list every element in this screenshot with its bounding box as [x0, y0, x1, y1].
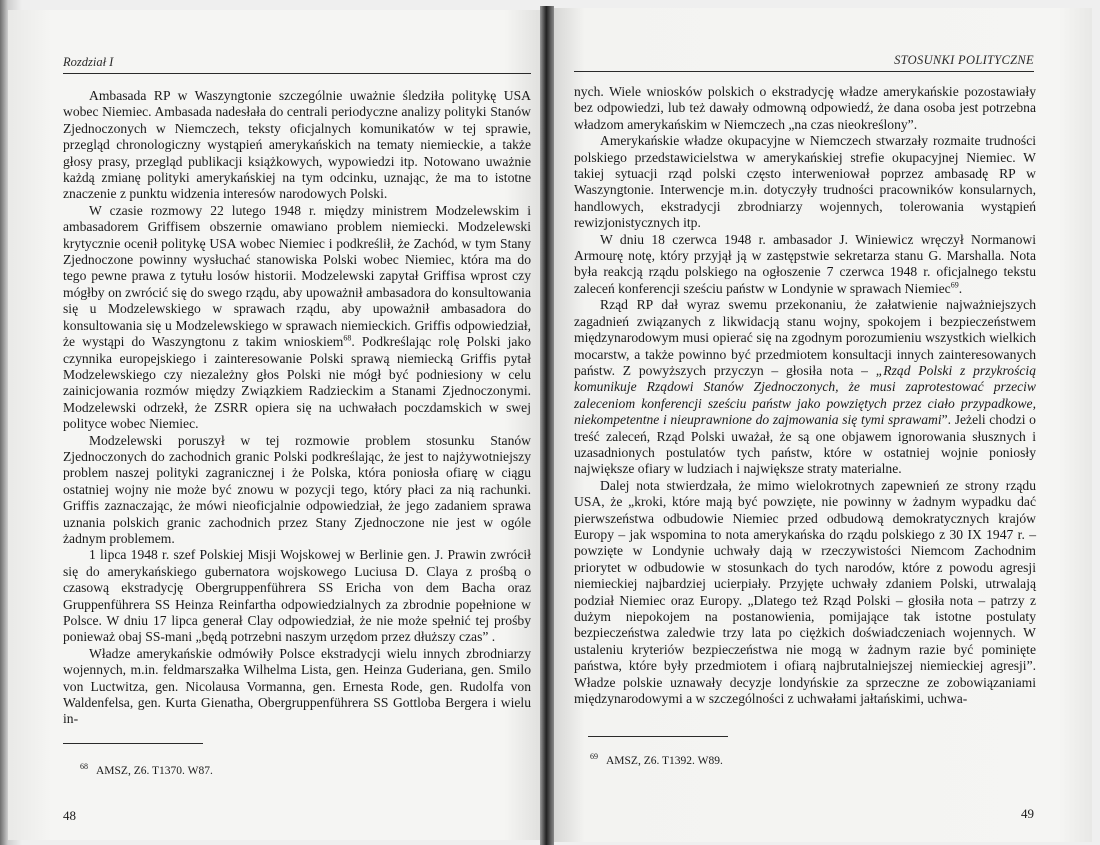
paragraph: [574, 232, 1036, 298]
paragraph-text: . Podkreślając rolę Polski jako czynnika europejskiego i zainteresowanie Polski sprawą niemiecką Griffis pytał Modzelewskiego czy niezależny głos Polski nie mógł być podniesiony w celu zainicjowania rozmów między Związkiem Radzieckim a Stanami Zjednoczonymi. Modzelewski odrzekł, że ZSRR opiera się na uchwałach poczdamskich w swej polityce wobec Niemiec.: [63, 334, 532, 432]
paragraph: [63, 203, 531, 433]
paragraph-text: W czasie rozmowy 22 lutego 1948 r. między ministrem Modzelewskim i ambasadorem Griffisem obszernie omawiano problem niemiecki. Modzelewski krytycznie ocenił politykę USA wobec Niemiec i podkreślił, że Zachód, w tym Stany Zjednoczone powinny wysłuchać stanowiska Polski wobec Niemiec, która ma do tego pewne prawa z tytułu losów historii. Modzelewski zapytał Griffisa wprost czy mógłby on zwrócić się do swego rządu, aby upoważnił ambasadora do konsultowania się u Modzelewskiego w sprawach rządu, aby upoważnił ambasadora do konsultowania się u Modzelewskiego w sprawach niemieckich. Griffis odpowiedział, że wystąpi do Waszyngtonu z takim wnioskiem: [63, 202, 531, 350]
running-head-left: Rozdział I: [63, 55, 114, 69]
footnote-number: 69: [590, 752, 598, 761]
paragraph: Amerykańskie władze okupacyjne w Niemczech stwarzały rozmaite trudności polskiego przedstawicielstwa w amerykańskiej strefie okupacyjnej Niemiec. W takiej sytuacji rząd polski często interweniował poprzez ambasadę RP w Waszyngtonie. Interwencje m.in. dotyczyły trudności pracowników konsularnych, handlowych, ekstradycji zbrodniarzy wojennych, tolerowania wystąpień rewizjonistycznych itp.: [574, 133, 1036, 231]
quoted-text: „Rząd Polski z przykrością komunikuje Rządowi Stanów Zjednoczonych, że musi zaprotestować przeciw zaleceniom konferencji sześciu państw jako powziętych przez ciało przypadkowe, niekompetentne i nieuprawnione do zajmowania się tymi sprawami: [574, 362, 1036, 428]
left-page: [8, 10, 548, 840]
page-number-right: 49: [1021, 806, 1034, 821]
paragraph: [574, 297, 1036, 477]
footnote-text: AMSZ, Z6. T1392. W89.: [606, 754, 723, 767]
paragraph-text: .: [958, 280, 963, 296]
footnote-number: 68: [80, 762, 88, 771]
paragraph: 1 lipca 1948 r. szef Polskiej Misji Wojskowej w Berlinie gen. J. Prawin zwrócił się do amerykańskiego gubernatora wojskowego Luciusa D. Claya z prośbą o czasową ekstradycję Obergruppenführera SS Ericha von dem Bacha oraz Gruppenführera SS Heinza Reinfartha odpowiedzialnych za zbrodnie popełnione w Polsce. W dniu 17 lipca generał Clay odpowiedział, że nie może spełnić tej prośby ponieważ obaj SS-mani „będą potrzebni naszym urzędom przez dłuższy czas” .: [63, 547, 531, 645]
footnote-rule-left: [63, 743, 203, 744]
running-head-right: STOSUNKI POLITYCZNE: [894, 53, 1034, 67]
right-page-body: [574, 84, 1036, 707]
page-number-left: 48: [63, 808, 76, 823]
header-rule-right: [574, 71, 1034, 72]
footnote-68: [80, 762, 213, 777]
footnote-ref: 69: [950, 280, 959, 290]
book-gutter: [540, 6, 554, 845]
footnote-ref: 68: [343, 333, 352, 343]
paragraph: nych. Wiele wniosków polskich o ekstradycję władze amerykańskie pozostawiały bez odpowiedzi, lub też dawały odmowną odpowiedź, że dana osoba jest potrzebna władzom amerykańskim w Niemczech „na czas nieokreślony”.: [574, 84, 1036, 132]
header-rule-left: [63, 73, 531, 74]
paragraph: Ambasada RP w Waszyngtonie szczególnie uważnie śledziła politykę USA wobec Niemiec. Ambasada nadesłała do centrali periodyczne analizy polityki Stanów Zjednoczonych w Niemczech, teksty oficjalnych komunikatów w tej sprawie, przegląd chronologiczny wystąpień amerykańskich na tematy niemieckie, a także głosy prasy, przegląd publikacji książkowych, wypowiedzi itp. Notowano uważnie każdą zmianę polityki amerykańskiej na tym odcinku, uznając, że ma to istotne znaczenie z punktu widzenia interesów narodowych Polski.: [63, 88, 531, 202]
left-page-body: [63, 88, 531, 728]
footnote-text: AMSZ, Z6. T1370. W87.: [96, 764, 213, 777]
paragraph: Dalej nota stwierdzała, że mimo wielokrotnych zapewnień ze strony rządu USA, że „kroki, które mają być powzięte, nie powinny w żadnym wypadku dać pierwszeństwa odbudowie Niemiec przed odbudową demokratycznych krajów Europy – jak wspomina to nota amerykańska do rządu polskiego z 30 IX 1947 r. – powzięte w Londynie uchwały dają w rzeczywistości Niemcom Zachodnim priorytet w odbudowie w stosunkach do tych narodów, które z powodu agresji niemieckiej najbardziej ucierpiały. Przyjęte uchwały zdaniem Polski, utrwalają podział Niemiec oraz Europy. „Dlatego też Rząd Polski – głosiła nota – patrzy z dużym niepokojem na postanowienia, pomijające tak istotne postulaty bezpieczeństwa zaledwie trzy lata po ciężkich doświadczeniach wojennych. W ustaleniu kryteriów bezpieczeństwa nie mogą w żadnym razie być pominięte państwa, które były przedmiotem i ofiarą najbrutalniejszej niemieckiej agresji”. Władze polskie uznawały decyzje londyńskie za sprzeczne ze zobowiązaniami międzynarodowymi a w szczególności z uchwałami jałtańskimi, uchwa-: [574, 477, 1036, 707]
paragraph-text: ”. Jeżeli chodzi o treść zaleceń, Rząd Polski uważał, że są one objawem ignorowania słusznych i uzasadnionych postulatów tych państw, które w ostatniej wojnie poniosły największe ofiary w ludziach i największe straty materialne.: [574, 412, 1036, 477]
footnote-rule-right: [588, 736, 728, 737]
paragraph: Władze amerykańskie odmówiły Polsce ekstradycji wielu innych zbrodniarzy wojennych, m.in. feldmarszałka Wilhelma Lista, gen. Heinza Guderiana, gen. Smilo von Luctwitza, gen. Nicolausa Vormanna, gen. Ernesta Rode, gen. Rudolfa von Waldenfelsa, gen. Kurta Gienatha, Obergruppenführera SS Gottloba Bergera i wielu in-: [63, 645, 531, 727]
paragraph-text: Rząd RP dał wyraz swemu przekonaniu, że załatwienie najważniejszych zagadnień związanych z likwidacją stanu wojny, spokojem i bezpieczeństwem międzynarodowym musi opierać się na zgodnym porozumieniu wszystkich wielkich mocarstw, a także powinno być przedmiotem konsultacji innych zainteresowanych państw. Z powyższych przyczyn – głosiła nota –: [574, 297, 1036, 378]
paragraph-text: W dniu 18 czerwca 1948 r. ambasador J. Winiewicz wręczył Normanowi Armourę notę, który przyjął ją w zastępstwie sekretarza stanu G. Marshalla. Nota była reakcją rządu polskiego na ogłoszenie 7 czerwca 1948 r. oficjalnego tekstu zaleceń konferencji sześciu państw w Londynie w sprawach Niemiec: [574, 231, 1036, 296]
paragraph: Modzelewski poruszył w tej rozmowie problem stosunku Stanów Zjednoczonych do zachodnich granic Polski podkreślając, że jest to najżywotniejszy problem naszej polityki zagranicznej i że Polska, która poniosła ofiarę w ciągu ostatniej wojny nie może być znowu w pozycji tego, który płaci za nią rachunki. Griffis zaznaczając, że mówi nieoficjalnie odpowiedział, że jego zadaniem sprawa uznania polskich granic zachodnich przez Stany Zjednoczone nie jest w ogóle żadnym problemem.: [63, 432, 531, 546]
footnote-69: [590, 752, 723, 767]
right-page: [552, 8, 1092, 842]
